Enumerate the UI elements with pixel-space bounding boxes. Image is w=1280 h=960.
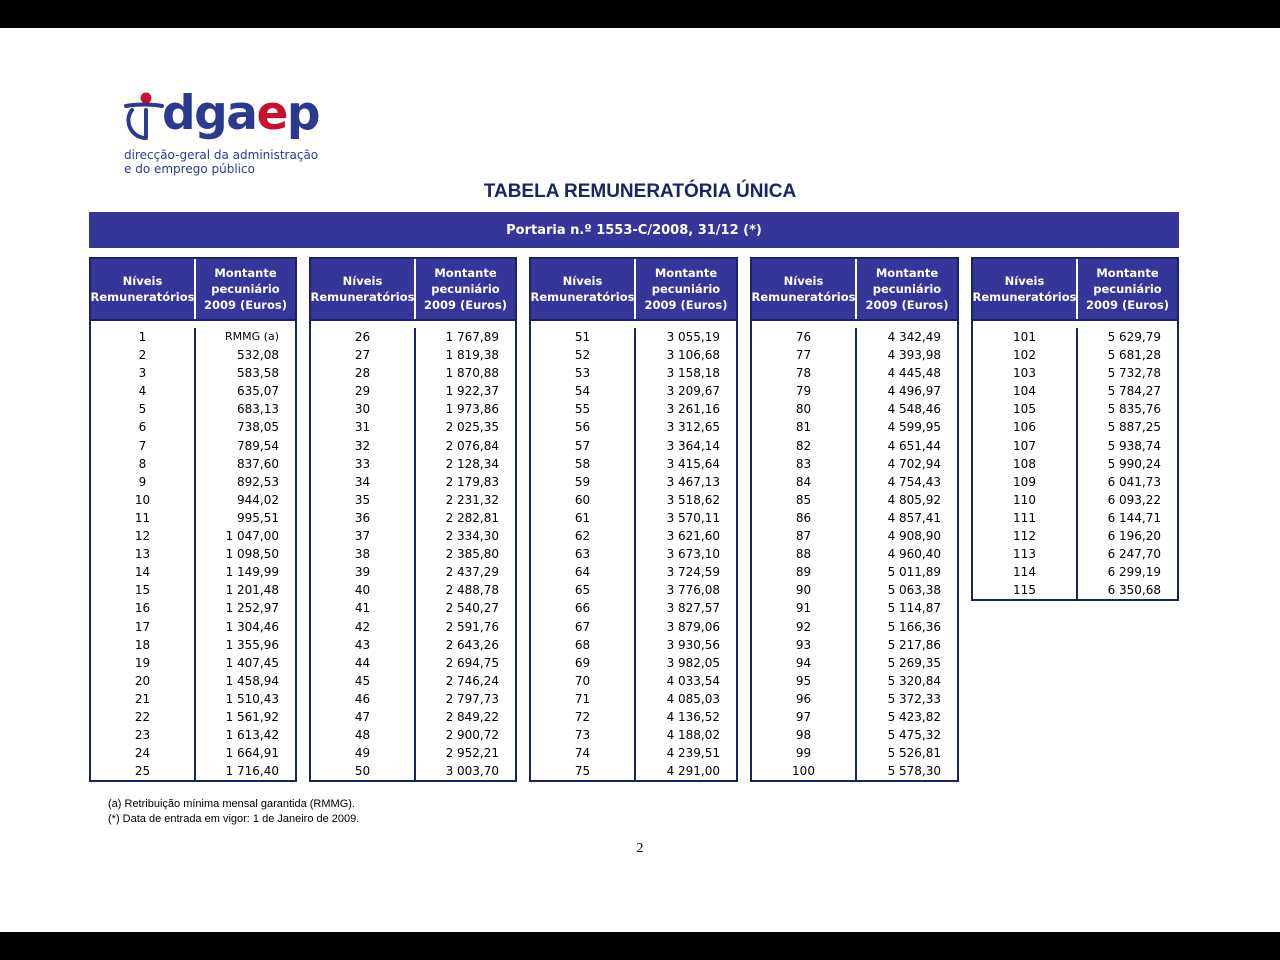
table-body: [752, 321, 957, 780]
amount-cell: 6 144,71: [1107, 510, 1161, 525]
amounts-column: [416, 328, 515, 780]
amount-cell: 3 724,59: [666, 565, 720, 580]
level-cell: 36: [354, 510, 371, 525]
amount-cell: 2 385,80: [445, 547, 499, 562]
top-letterbox-bar: [0, 0, 1280, 28]
amount-cell: 2 025,35: [445, 420, 499, 435]
level-cell: 100: [792, 764, 815, 779]
level-cell: 10: [134, 492, 151, 507]
level-cell: 3: [138, 366, 147, 381]
level-cell: 89: [795, 565, 812, 580]
table-header: [311, 259, 515, 319]
amount-cell: 2 488,78: [445, 583, 499, 598]
level-cell: 98: [795, 728, 812, 743]
amount-cell: 5 629,79: [1107, 330, 1161, 344]
level-cell: 110: [1013, 492, 1036, 507]
amount-cell: 2 591,76: [445, 619, 499, 634]
level-cell: 26: [354, 330, 371, 344]
amount-cell: 3 570,11: [666, 510, 720, 525]
level-cell: 61: [574, 510, 591, 525]
logo-wordmark: dgaep: [162, 86, 320, 141]
level-cell: 45: [354, 673, 371, 688]
level-cell: 4: [138, 384, 147, 399]
level-cell: 55: [574, 402, 591, 417]
amount-cell: 3 415,64: [666, 456, 720, 471]
level-cell: 37: [354, 529, 371, 544]
level-cell: 8: [138, 456, 147, 471]
amount-cell: 4 496,97: [887, 384, 941, 399]
amount-cell: 2 128,34: [445, 456, 499, 471]
level-cell: 101: [1013, 330, 1036, 344]
amount-cell: 3 776,08: [666, 583, 720, 598]
table-body: [531, 321, 736, 780]
amount-cell: 2 076,84: [445, 438, 499, 453]
level-cell: 79: [795, 384, 812, 399]
level-cell: 48: [354, 728, 371, 743]
level-cell: 23: [134, 728, 151, 743]
logo-subtitle-line-2: e do emprego público: [124, 162, 255, 176]
header-amount: Montante pecuniário 2009 (Euros): [204, 266, 287, 312]
amount-cell: 3 106,68: [666, 348, 720, 363]
amount-cell: 1 304,46: [225, 619, 279, 634]
level-cell: 83: [795, 456, 812, 471]
level-cell: 56: [574, 420, 591, 435]
level-cell: 104: [1013, 384, 1036, 399]
amount-cell: 635,07: [237, 384, 279, 399]
level-cell: 65: [574, 583, 591, 598]
level-cell: 57: [574, 438, 591, 453]
level-cell: 80: [795, 402, 812, 417]
amount-cell: 3 982,05: [666, 655, 720, 670]
bottom-letterbox-bar: [0, 932, 1280, 960]
amount-cell: 1 973,86: [445, 402, 499, 417]
level-cell: 22: [134, 709, 151, 724]
amount-cell: 4 291,00: [666, 764, 720, 779]
level-cell: 25: [134, 764, 151, 779]
amount-cell: 4 085,03: [666, 691, 720, 706]
amount-cell: 5 578,30: [887, 764, 941, 779]
level-cell: 66: [574, 601, 591, 616]
level-cell: 53: [574, 366, 591, 381]
table-body: [973, 321, 1177, 599]
salary-table-1: [89, 257, 297, 782]
level-cell: 30: [354, 402, 371, 417]
amount-cell: 5 526,81: [887, 746, 941, 761]
level-cell: 108: [1013, 456, 1036, 471]
level-cell: 44: [354, 655, 371, 670]
level-cell: 24: [134, 746, 151, 761]
amount-cell: 4 805,92: [887, 492, 941, 507]
amount-cell: 532,08: [237, 348, 279, 363]
level-cell: 13: [134, 547, 151, 562]
header-levels: Níveis Remuneratórios: [752, 259, 857, 319]
level-cell: 21: [134, 691, 151, 706]
amounts-column: [1078, 328, 1177, 599]
amount-cell: 3 055,19: [666, 330, 720, 344]
level-cell: 84: [795, 474, 812, 489]
amount-cell: 6 299,19: [1107, 565, 1161, 580]
level-cell: 113: [1013, 547, 1036, 562]
header-amount: Montante pecuniário 2009 (Euros): [865, 266, 949, 312]
amount-cell: 2 179,83: [445, 474, 499, 489]
amount-cell: 5 063,38: [887, 583, 941, 598]
header-amount: Montante pecuniário 2009 (Euros): [1086, 266, 1169, 312]
level-cell: 29: [354, 384, 371, 399]
level-cell: 97: [795, 709, 812, 724]
level-cell: 72: [574, 709, 591, 724]
level-cell: 99: [795, 746, 812, 761]
level-cell: 70: [574, 673, 591, 688]
level-cell: 42: [354, 619, 371, 634]
level-cell: 20: [134, 673, 151, 688]
amount-cell: 1 098,50: [225, 547, 279, 562]
page-title: TABELA REMUNERATÓRIA ÚNICA: [483, 181, 797, 202]
amount-cell: 1 458,94: [225, 673, 279, 688]
amount-cell: 944,02: [237, 492, 279, 507]
level-cell: 31: [354, 420, 371, 435]
amount-cell: 837,60: [237, 456, 279, 471]
amount-cell: 3 518,62: [666, 492, 720, 507]
amount-cell: 1 149,99: [225, 565, 279, 580]
amount-cell: 3 467,13: [666, 474, 720, 489]
level-cell: 41: [354, 601, 371, 616]
amount-cell: 4 445,48: [887, 366, 941, 381]
level-cell: 107: [1013, 438, 1036, 453]
amount-cell: 1 870,88: [445, 366, 499, 381]
level-cell: 64: [574, 565, 591, 580]
level-cell: 109: [1013, 474, 1036, 489]
amount-cell: 1 664,91: [225, 746, 279, 761]
amount-cell: 2 643,26: [445, 637, 499, 652]
level-cell: 87: [795, 529, 812, 544]
level-cell: 14: [134, 565, 151, 580]
amount-cell: 1 510,43: [225, 691, 279, 706]
table-header: [752, 259, 957, 319]
amount-cell: 5 732,78: [1107, 366, 1161, 381]
amount-cell: 4 548,46: [887, 402, 941, 417]
amount-cell: RMMG (a): [225, 330, 279, 343]
level-cell: 19: [134, 655, 151, 670]
level-cell: 50: [354, 764, 371, 779]
level-cell: 52: [574, 348, 591, 363]
amount-cell: 5 269,35: [887, 655, 941, 670]
amount-cell: 1 047,00: [225, 529, 279, 544]
person-icon: [122, 92, 166, 142]
amount-cell: 5 784,27: [1107, 384, 1161, 399]
level-cell: 91: [795, 601, 812, 616]
amount-cell: 5 887,25: [1107, 420, 1161, 435]
amount-cell: 5 114,87: [887, 601, 941, 616]
amount-cell: 4 136,52: [666, 709, 720, 724]
amount-cell: 4 908,90: [887, 529, 941, 544]
level-cell: 9: [138, 474, 147, 489]
header-amount: Montante pecuniário 2009 (Euros): [644, 266, 728, 312]
level-cell: 6: [138, 420, 147, 435]
amount-cell: 4 651,44: [887, 438, 941, 453]
level-cell: 35: [354, 492, 371, 507]
level-cell: 17: [134, 619, 151, 634]
amount-cell: 5 217,86: [887, 637, 941, 652]
level-cell: 27: [354, 348, 371, 363]
amount-cell: 4 188,02: [666, 728, 720, 743]
level-cell: 39: [354, 565, 371, 580]
level-cell: 5: [138, 402, 147, 417]
amount-cell: 5 938,74: [1107, 438, 1161, 453]
amount-cell: 6 093,22: [1107, 492, 1161, 507]
amount-cell: 3 003,70: [445, 764, 499, 779]
amount-cell: 4 599,95: [887, 420, 941, 435]
amount-cell: 1 716,40: [225, 764, 279, 779]
amount-cell: 789,54: [237, 438, 279, 453]
amount-cell: 1 767,89: [445, 330, 499, 344]
amount-cell: 995,51: [237, 510, 279, 525]
amount-cell: 5 835,76: [1107, 402, 1161, 417]
level-cell: 93: [795, 637, 812, 652]
levels-column: [91, 328, 196, 780]
level-cell: 94: [795, 655, 812, 670]
amount-cell: 2 849,22: [445, 709, 499, 724]
amount-cell: 4 702,94: [887, 456, 941, 471]
header-levels: Níveis Remuneratórios: [311, 259, 416, 319]
amount-cell: 1 355,96: [225, 637, 279, 652]
amount-cell: 6 196,20: [1107, 529, 1161, 544]
amount-cell: 4 960,40: [887, 547, 941, 562]
amount-cell: 6 041,73: [1107, 474, 1161, 489]
amount-cell: 6 350,68: [1107, 583, 1161, 598]
amount-cell: 5 990,24: [1107, 456, 1161, 471]
header-amount: Montante pecuniário 2009 (Euros): [424, 266, 507, 312]
amount-cell: 4 754,43: [887, 474, 941, 489]
level-cell: 60: [574, 492, 591, 507]
level-cell: 33: [354, 456, 371, 471]
amount-cell: 2 900,72: [445, 728, 499, 743]
level-cell: 69: [574, 655, 591, 670]
amount-cell: 2 797,73: [445, 691, 499, 706]
level-cell: 86: [795, 510, 812, 525]
salary-table-4: [750, 257, 959, 782]
level-cell: 82: [795, 438, 812, 453]
amount-cell: 3 312,65: [666, 420, 720, 435]
header-levels: Níveis Remuneratórios: [973, 259, 1078, 319]
level-cell: 47: [354, 709, 371, 724]
level-cell: 76: [795, 330, 812, 344]
table-header: [91, 259, 295, 319]
page-number: 2: [636, 841, 644, 856]
amount-cell: 1 252,97: [225, 601, 279, 616]
table-header: [531, 259, 736, 319]
amount-cell: 5 681,28: [1107, 348, 1161, 363]
level-cell: 62: [574, 529, 591, 544]
amounts-column: [636, 328, 736, 780]
amount-cell: 2 694,75: [445, 655, 499, 670]
amount-cell: 3 673,10: [666, 547, 720, 562]
level-cell: 88: [795, 547, 812, 562]
amount-cell: 4 857,41: [887, 510, 941, 525]
footnote-star: (*) Data de entrada em vigor: 1 de Janeiro de 2009.: [108, 813, 360, 825]
amount-cell: 5 423,82: [887, 709, 941, 724]
amount-cell: 6 247,70: [1107, 547, 1161, 562]
level-cell: 74: [574, 746, 591, 761]
levels-column: [973, 328, 1078, 599]
level-cell: 12: [134, 529, 151, 544]
header-levels: Níveis Remuneratórios: [531, 259, 636, 319]
amount-cell: 4 239,51: [666, 746, 720, 761]
level-cell: 11: [134, 510, 151, 525]
amount-cell: 3 261,16: [666, 402, 720, 417]
amount-cell: 2 231,32: [445, 492, 499, 507]
amount-cell: 4 033,54: [666, 673, 720, 688]
amount-cell: 1 407,45: [225, 655, 279, 670]
amount-cell: 683,13: [237, 402, 279, 417]
amount-cell: 1 922,37: [445, 384, 499, 399]
level-cell: 32: [354, 438, 371, 453]
salary-table-2: [309, 257, 517, 782]
level-cell: 54: [574, 384, 591, 399]
amount-cell: 3 364,14: [666, 438, 720, 453]
amount-cell: 4 342,49: [887, 330, 941, 344]
level-cell: 78: [795, 366, 812, 381]
level-cell: 28: [354, 366, 371, 381]
amount-cell: 892,53: [237, 474, 279, 489]
amounts-column: [857, 328, 957, 780]
level-cell: 1: [138, 330, 147, 344]
amount-cell: 2 437,29: [445, 565, 499, 580]
amount-cell: 5 475,32: [887, 728, 941, 743]
logo-subtitle-line-1: direcção-geral da administração: [124, 148, 319, 162]
level-cell: 34: [354, 474, 371, 489]
level-cell: 18: [134, 637, 151, 652]
amount-cell: 2 282,81: [445, 510, 499, 525]
amount-cell: 3 621,60: [666, 529, 720, 544]
amount-cell: 1 819,38: [445, 348, 499, 363]
table-body: [91, 321, 295, 780]
level-cell: 105: [1013, 402, 1036, 417]
level-cell: 2: [138, 348, 147, 363]
level-cell: 112: [1013, 529, 1036, 544]
level-cell: 58: [574, 456, 591, 471]
level-cell: 115: [1013, 583, 1036, 598]
amount-cell: 3 879,06: [666, 619, 720, 634]
level-cell: 73: [574, 728, 591, 743]
amount-cell: 2 952,21: [445, 746, 499, 761]
level-cell: 96: [795, 691, 812, 706]
table-body: [311, 321, 515, 780]
amount-cell: 1 201,48: [225, 583, 279, 598]
amount-cell: 5 166,36: [887, 619, 941, 634]
amount-cell: 3 209,67: [666, 384, 720, 399]
level-cell: 95: [795, 673, 812, 688]
level-cell: 68: [574, 637, 591, 652]
level-cell: 38: [354, 547, 371, 562]
level-cell: 106: [1013, 420, 1036, 435]
amount-cell: 3 930,56: [666, 637, 720, 652]
amount-cell: 2 540,27: [445, 601, 499, 616]
level-cell: 71: [574, 691, 591, 706]
level-cell: 103: [1013, 366, 1036, 381]
logo-subtitle: [124, 148, 318, 176]
level-cell: 75: [574, 764, 591, 779]
header-levels: Níveis Remuneratórios: [91, 259, 196, 319]
footnotes: [108, 797, 359, 827]
level-cell: 59: [574, 474, 591, 489]
amount-cell: 583,58: [237, 366, 279, 381]
level-cell: 7: [138, 438, 147, 453]
amount-cell: 1 561,92: [225, 709, 279, 724]
amount-cell: 738,05: [237, 420, 279, 435]
level-cell: 85: [795, 492, 812, 507]
amount-cell: 4 393,98: [887, 348, 941, 363]
level-cell: 92: [795, 619, 812, 634]
level-cell: 46: [354, 691, 371, 706]
level-cell: 67: [574, 619, 591, 634]
salary-table-3: [529, 257, 738, 782]
level-cell: 90: [795, 583, 812, 598]
level-cell: 102: [1013, 348, 1036, 363]
portaria-banner: Portaria n.º 1553-C/2008, 31/12 (*): [89, 212, 1179, 248]
level-cell: 77: [795, 348, 812, 363]
amount-cell: 3 158,18: [666, 366, 720, 381]
amount-cell: 2 746,24: [445, 673, 499, 688]
level-cell: 40: [354, 583, 371, 598]
dgaep-logo: [122, 86, 322, 182]
amount-cell: 1 613,42: [225, 728, 279, 743]
levels-column: [752, 328, 857, 780]
level-cell: 51: [574, 330, 591, 344]
levels-column: [531, 328, 636, 780]
level-cell: 16: [134, 601, 151, 616]
level-cell: 63: [574, 547, 591, 562]
level-cell: 15: [134, 583, 151, 598]
level-cell: 49: [354, 746, 371, 761]
amount-cell: 5 011,89: [887, 565, 941, 580]
amount-cell: 3 827,57: [666, 601, 720, 616]
levels-column: [311, 328, 416, 780]
level-cell: 43: [354, 637, 371, 652]
level-cell: 114: [1013, 565, 1036, 580]
amount-cell: 2 334,30: [445, 529, 499, 544]
level-cell: 81: [795, 420, 812, 435]
level-cell: 111: [1013, 510, 1036, 525]
amounts-column: [196, 328, 295, 780]
salary-table-5: [971, 257, 1179, 601]
amount-cell: 5 372,33: [887, 691, 941, 706]
table-header: [973, 259, 1177, 319]
footnote-a: (a) Retribuição mínima mensal garantida (RMMG).: [108, 798, 355, 810]
amount-cell: 5 320,84: [887, 673, 941, 688]
